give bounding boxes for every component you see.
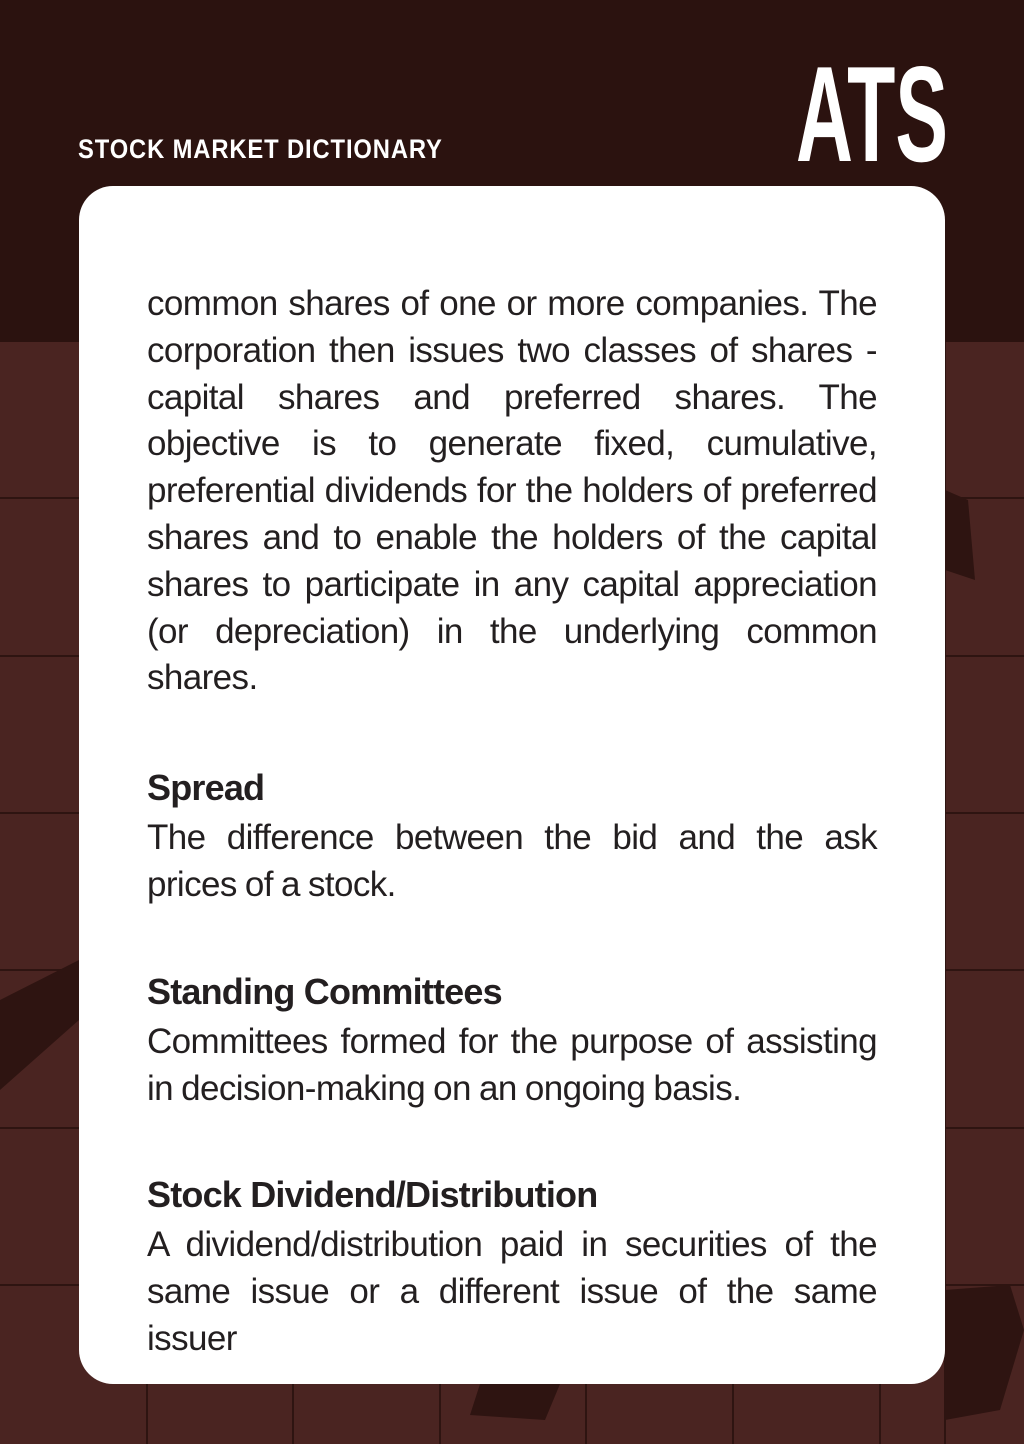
term-definition-spread: The difference between the bid and the ask prices of a stock. [147,818,877,904]
intro-paragraph: common shares of one or more companies. The corporation then issues two classes of shares - capital shares and preferred shares. The objective is to generate fixed, cumulative, preferential dividends for the holders of preferred shares and to enable the holders of the capital shares to participate in any capital appreciation (or depreciation) in the underlying common shares. [147,284,877,698]
ats-logo [796,55,948,163]
term-definition-stock-dividend: A dividend/distribution paid in securities of the same issue or a different issue of the same issuer [147,1225,877,1358]
dictionary-content [147,281,877,1363]
term-heading-spread: Spread [147,767,265,809]
header-title: STOCK MARKET DICTIONARY [78,134,443,164]
term-definition-standing-committees: Committees formed for the purpose of assisting in decision-making on an ongoing basis. [147,1021,877,1108]
term-heading-standing-committees: Standing Committees [147,970,502,1012]
logo-text: ATS [796,55,948,163]
term-heading-stock-dividend: Stock Dividend/Distribution [147,1174,598,1216]
